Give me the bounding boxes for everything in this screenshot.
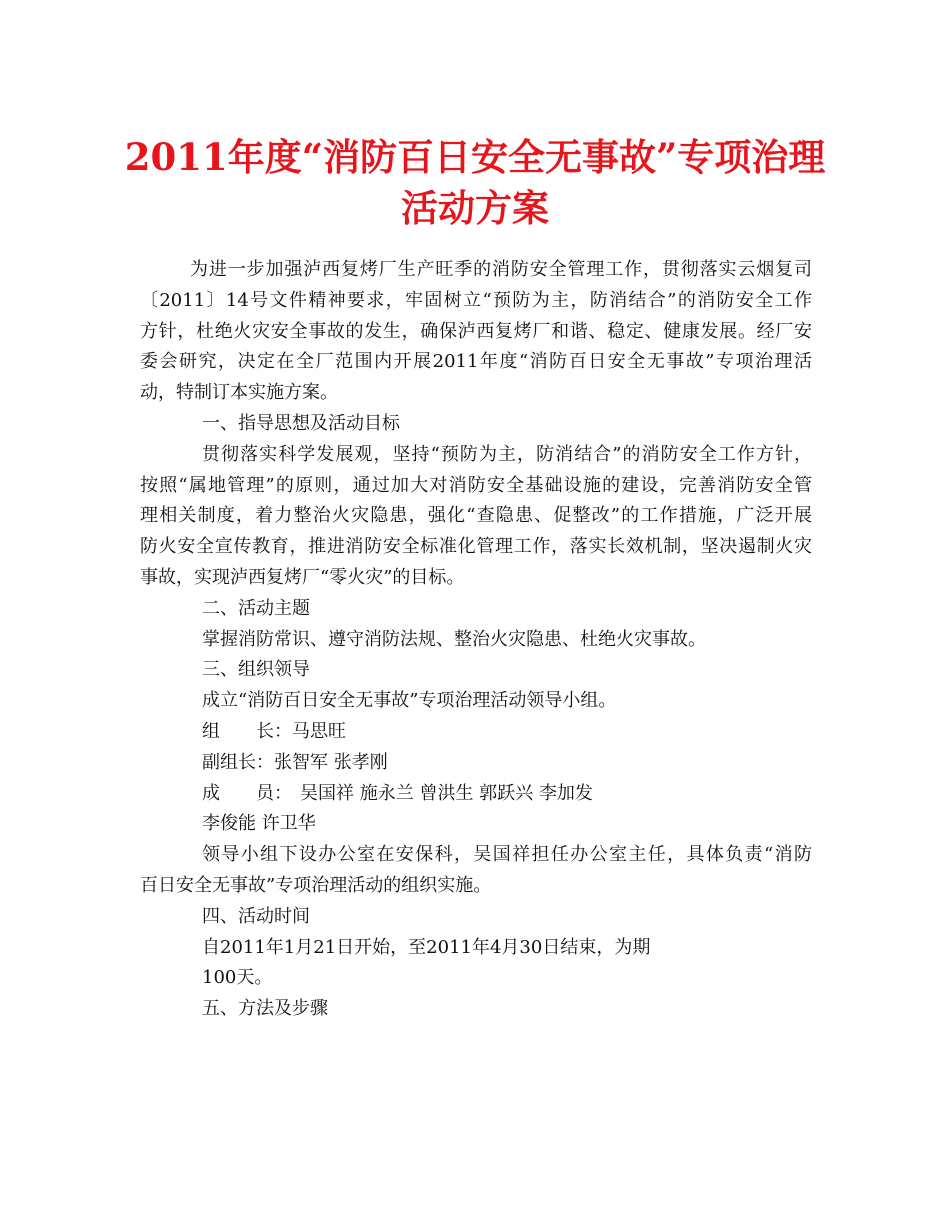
section2-heading: 二、活动主题 (202, 597, 310, 619)
leader-line (140, 717, 812, 748)
section1-line-1: 贯彻落实科学发展观，坚持“预防为主，防消结合”的消防安全工作方针， (202, 443, 812, 465)
section1-line-4: 防火安全宣传教育，推进消防安全标准化管理工作，落实长效机制，坚决遏制火灾 (140, 536, 812, 558)
section3-intro: 成立“消防百日安全无事故”专项治理活动领导小组。 (202, 690, 617, 712)
section2-text: 掌握消防常识、遵守消防法规、整治火灾隐患、杜绝火灾事故。 (202, 628, 706, 650)
members-names: 吴国祥 施永兰 曾洪生 郭跃兴 李加发 (300, 782, 593, 804)
intro-line-3: 方针，杜绝火灾安全事故的发生，确保泸西复烤厂和谐、稳定、健康发展。经厂安 (140, 320, 812, 342)
intro-line-4: 委会研究，决定在全厂范围内开展2011年度“消防百日安全无事故”专项治理活 (140, 351, 812, 373)
members-cont-line: 李俊能 许卫华 (202, 813, 316, 835)
section3-heading: 三、组织领导 (202, 659, 310, 681)
section4-line-1: 自2011年1月21日开始，至2011年4月30日结束，为期 (202, 936, 651, 958)
section1-line-3: 理相关制度，着力整治火灾隐患，强化“查隐患、促整改”的工作措施，广泛开展 (140, 505, 812, 527)
document-title-line1: 2011年度“消防百日安全无事故”专项治理 (124, 135, 826, 179)
section5-heading: 五、方法及步骤 (202, 998, 328, 1020)
leader-label-b: 长：马思旺 (256, 720, 346, 742)
intro-line-5: 动，特制订本实施方案。 (140, 382, 338, 404)
intro-line-2: 〔2011〕14号文件精神要求，牢固树立“预防为主，防消结合”的消防安全工作 (140, 289, 812, 311)
section1-line-5: 事故，实现泸西复烤厂“零火灾”的目标。 (140, 566, 465, 588)
leader-label-a: 组 (202, 720, 220, 742)
members-label-a: 成 (202, 782, 220, 804)
section4-heading: 四、活动时间 (202, 905, 310, 927)
members-label-b: 员： (256, 782, 292, 804)
office-line-2: 百日安全无事故”专项治理活动的组织实施。 (140, 874, 492, 896)
document-body (140, 255, 812, 1025)
section1-heading: 一、指导思想及活动目标 (202, 412, 400, 434)
section1-line-2: 按照“属地管理”的原则，通过加大对消防安全基础设施的建设，完善消防安全管 (140, 474, 812, 496)
deputy-line: 副组长：张智军 张孝刚 (202, 751, 388, 773)
members-line (140, 779, 812, 810)
intro-line-1: 为进一步加强泸西复烤厂生产旺季的消防安全管理工作，贯彻落实云烟复司 (190, 259, 812, 280)
document-title-line2: 活动方案 (401, 186, 549, 230)
office-line-1: 领导小组下设办公室在安保科，吴国祥担任办公室主任，具体负责“消防 (202, 844, 812, 866)
section4-line-2: 100天。 (202, 967, 273, 989)
